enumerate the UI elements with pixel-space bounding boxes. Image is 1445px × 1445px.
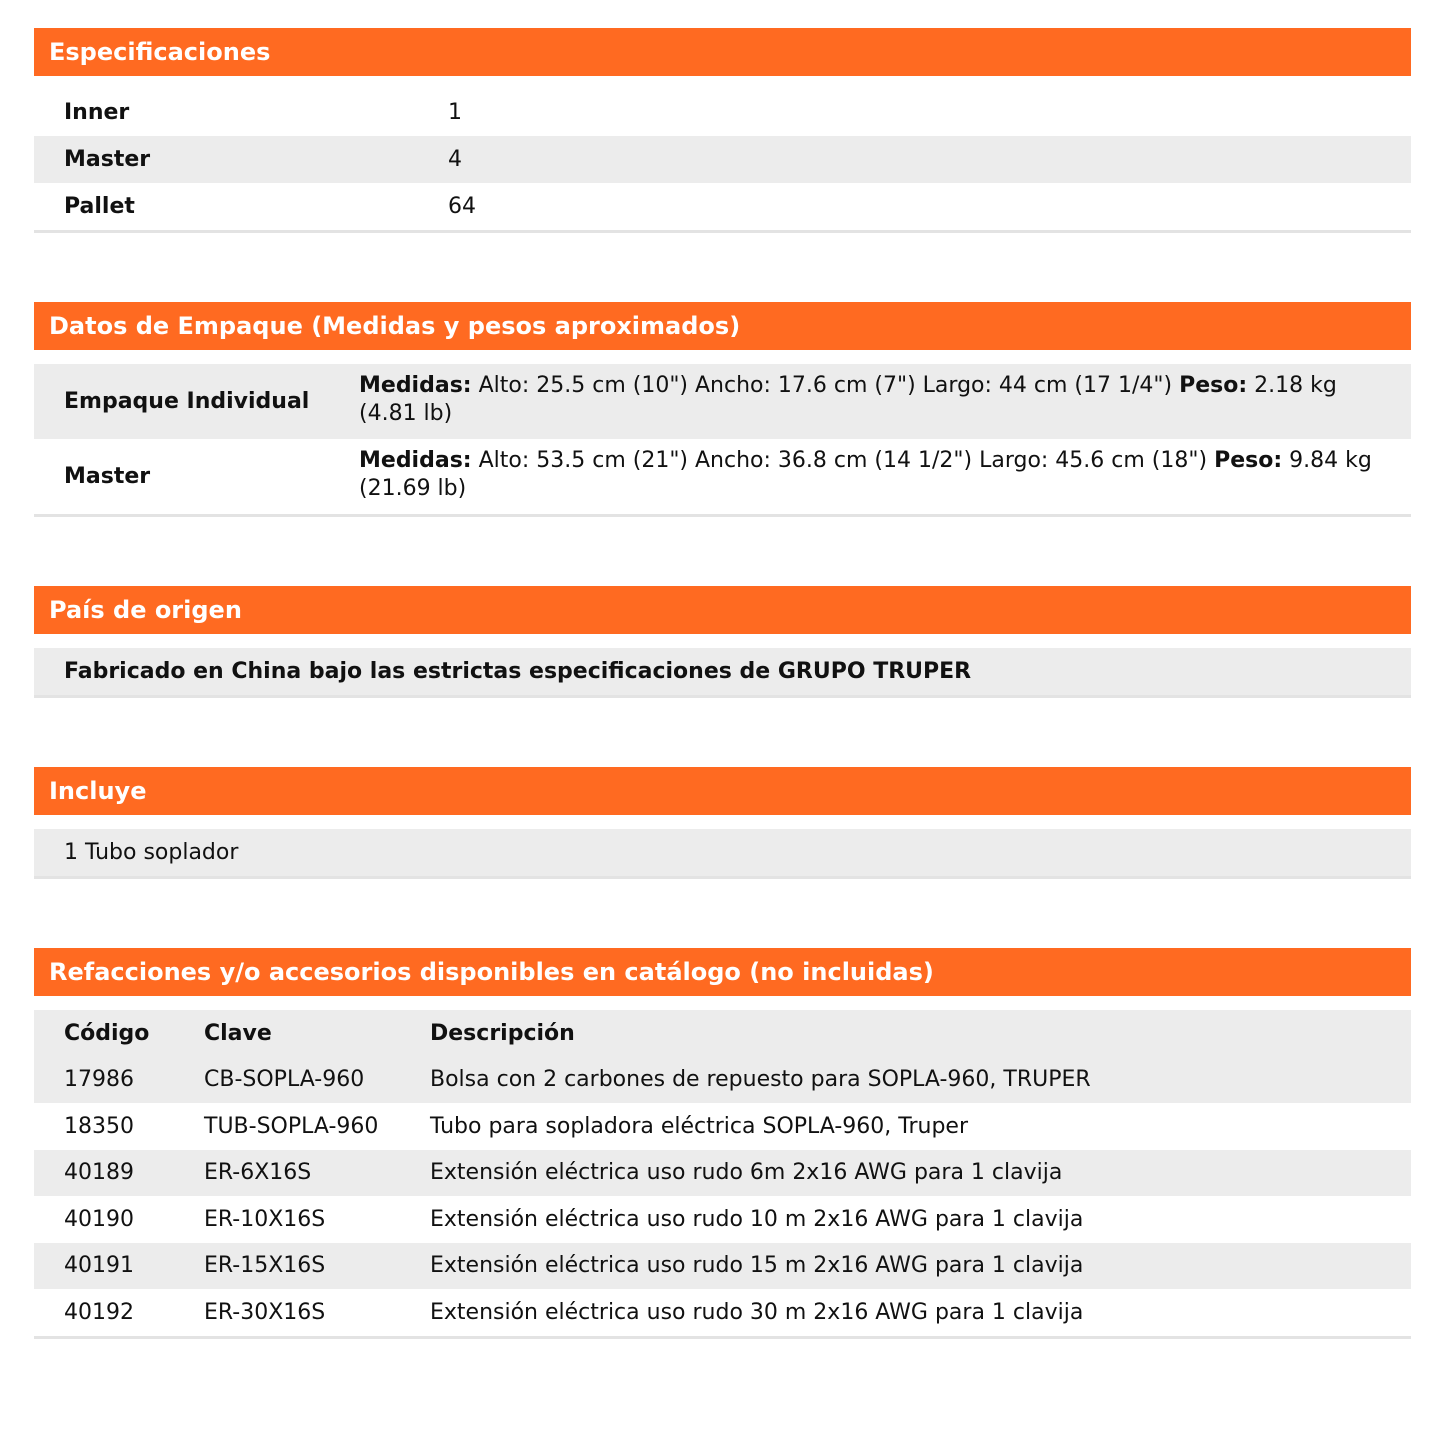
cell-clave: ER-30X16S (204, 1300, 326, 1325)
peso-label: Peso: (1214, 448, 1283, 473)
empaque-row (34, 439, 1411, 514)
medidas-value: Alto: 53.5 cm (21") Ancho: 36.8 cm (14 1/2") Largo: 45.6 cm (18") (471, 448, 1215, 473)
cell-codigo: 40191 (64, 1253, 134, 1278)
cell-descripcion: Extensión eléctrica uso rudo 15 m 2x16 AWG para 1 clavija (430, 1253, 1084, 1278)
spec-label: Master (64, 147, 151, 172)
origen-header: País de origen (34, 586, 1411, 634)
empaque-section (34, 302, 1411, 517)
cell-codigo: 18350 (64, 1114, 134, 1139)
empaque-header: Datos de Empaque (Medidas y pesos aproximados) (34, 302, 1411, 350)
peso-label: Peso: (1179, 373, 1248, 398)
medidas-label: Medidas: (359, 373, 472, 398)
empaque-label: Master (64, 464, 151, 489)
cell-codigo: 17986 (64, 1067, 134, 1092)
cell-clave: ER-15X16S (204, 1253, 326, 1278)
cell-descripcion: Extensión eléctrica uso rudo 10 m 2x16 AWG para 1 clavija (430, 1207, 1084, 1232)
origen-row (34, 648, 1411, 695)
empaque-detail (359, 372, 1389, 428)
cell-clave: ER-10X16S (204, 1207, 326, 1232)
cell-codigo: 40192 (64, 1300, 134, 1325)
origen-text: Fabricado en China bajo las estrictas especificaciones de GRUPO TRUPER (64, 659, 972, 684)
medidas-value: Alto: 25.5 cm (10") Ancho: 17.6 cm (7") Largo: 44 cm (17 1/4") (471, 373, 1180, 398)
col-header-clave: Clave (204, 1021, 272, 1046)
incluye-header: Incluye (34, 767, 1411, 815)
refacciones-header: Refacciones y/o accesorios disponibles en catálogo (no incluidas) (34, 948, 1411, 996)
table-row (34, 1103, 1411, 1150)
cell-descripcion: Extensión eléctrica uso rudo 6m 2x16 AWG para 1 clavija (430, 1160, 1063, 1185)
table-header-row (34, 1010, 1411, 1057)
table-row (34, 1289, 1411, 1336)
divider (34, 1336, 1411, 1339)
cell-descripcion: Tubo para sopladora eléctrica SOPLA-960, Truper (430, 1114, 969, 1139)
divider (34, 514, 1411, 517)
spec-row (34, 89, 1411, 136)
cell-descripcion: Extensión eléctrica uso rudo 30 m 2x16 AWG para 1 clavija (430, 1300, 1084, 1325)
incluye-section (34, 767, 1411, 879)
especificaciones-header: Especificaciones (34, 28, 1411, 76)
especificaciones-section (34, 28, 1411, 233)
table-row (34, 1057, 1411, 1103)
spec-value: 64 (448, 194, 476, 219)
table-row (34, 1243, 1411, 1289)
spec-label: Inner (64, 100, 130, 125)
divider (34, 695, 1411, 698)
empaque-detail (359, 447, 1389, 503)
medidas-label: Medidas: (359, 448, 472, 473)
col-header-codigo: Código (64, 1021, 150, 1046)
spec-value: 4 (448, 147, 462, 172)
cell-clave: ER-6X16S (204, 1160, 312, 1185)
spec-row (34, 136, 1411, 183)
spec-value: 1 (448, 100, 462, 125)
empaque-row (34, 364, 1411, 439)
cell-descripcion: Bolsa con 2 carbones de repuesto para SOPLA-960, TRUPER (430, 1067, 1091, 1092)
refacciones-section (34, 948, 1411, 1339)
spec-row (34, 183, 1411, 230)
col-header-descripcion: Descripción (430, 1021, 575, 1046)
cell-codigo: 40190 (64, 1207, 134, 1232)
cell-codigo: 40189 (64, 1160, 134, 1185)
origen-section (34, 586, 1411, 698)
cell-clave: CB-SOPLA-960 (204, 1067, 365, 1092)
incluye-row (34, 829, 1411, 876)
table-row (34, 1196, 1411, 1243)
table-row (34, 1150, 1411, 1196)
cell-clave: TUB-SOPLA-960 (204, 1114, 379, 1139)
spec-label: Pallet (64, 194, 135, 219)
incluye-text: 1 Tubo soplador (64, 840, 239, 865)
divider (34, 876, 1411, 879)
peso-value: 9.84 kg (21.69 lb) (359, 448, 1372, 501)
peso-value: 2.18 kg (4.81 lb) (359, 373, 1337, 426)
empaque-label: Empaque Individual (64, 389, 310, 414)
divider (34, 230, 1411, 233)
